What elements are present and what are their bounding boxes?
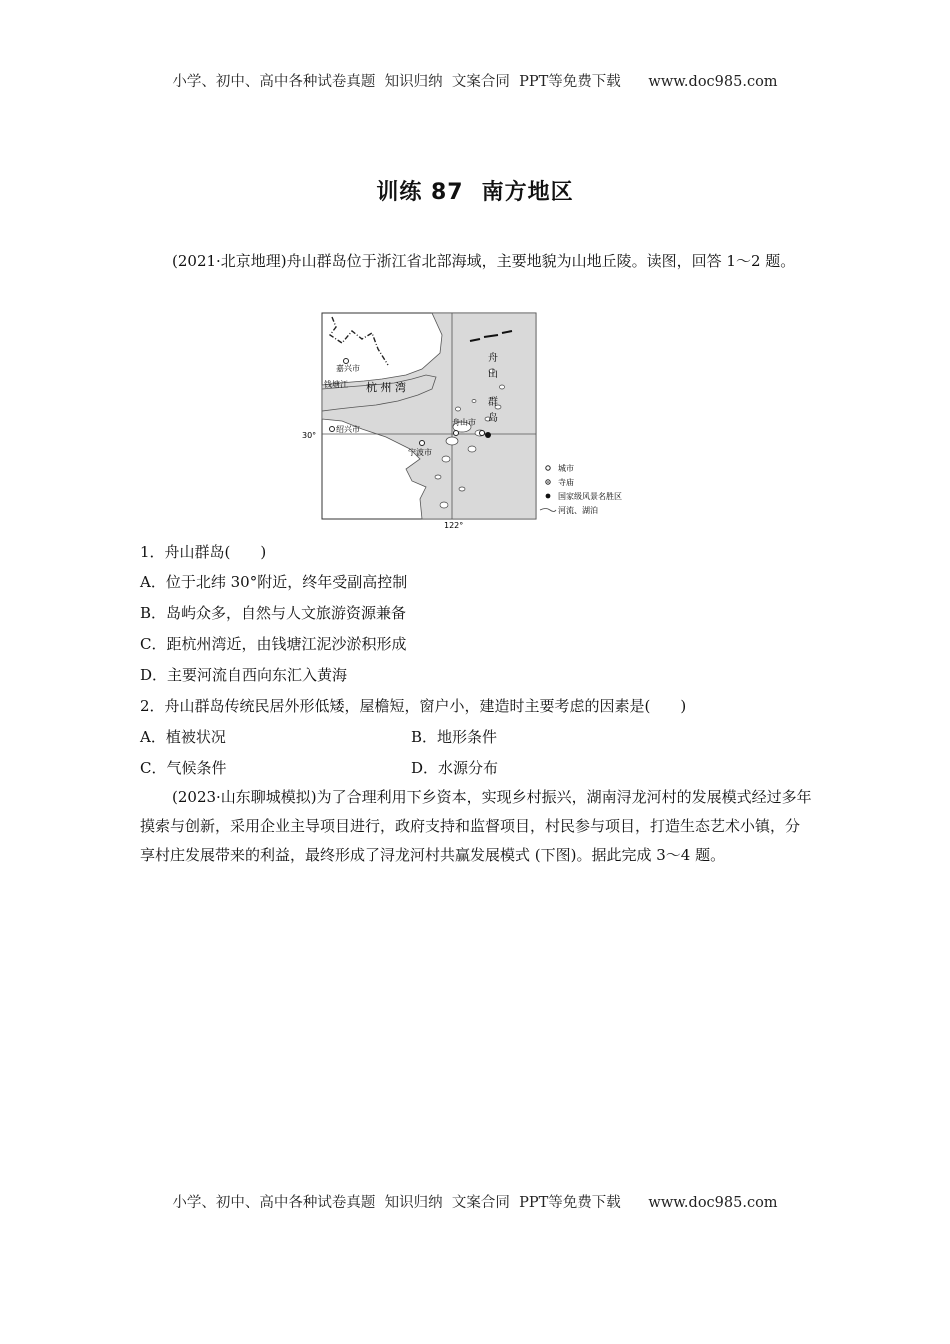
label-ningbo: 宁波市 — [408, 448, 432, 457]
map-legend — [540, 463, 622, 515]
question-intro-1: (2021·北京地理)舟山群岛位于浙江省北部海域，主要地貌为山地丘陵。读图，回答 1～2 题。 — [172, 252, 796, 270]
label-hangzhouwan: 杭 州 湾 — [366, 381, 406, 394]
zhoushan-map — [302, 309, 652, 531]
q2-stem: 2．舟山群岛传统民居外形低矮，屋檐短，窗户小，建造时主要考虑的因素是( ) — [140, 697, 687, 715]
label-lat30: 30° — [302, 431, 317, 440]
legend-city: 城市 — [558, 464, 574, 473]
page-footer: 小学、初中、高中各种试卷真题 知识归纳 文案合同 PPT等免费下载 www.doc985.com — [172, 1195, 778, 1211]
legend-scenic-symbol — [546, 494, 551, 499]
label-zhoushan-city: 舟山市 — [452, 418, 476, 427]
question-intro-2: (2023·山东聊城模拟)为了合理利用下乡资本，实现乡村振兴，湖南浔龙河村的发展模式经过多年摸索与创新，采用企业主导项目进行，政府支持和监督项目，村民参与项目，打造生态艺术小镇，分享村庄发展带来的利益，最终形成了浔龙河村共赢发展模式 (下图)。据此完成 3～4 题。 — [140, 788, 812, 864]
label-dao: 岛 — [488, 413, 498, 424]
q2-option-d: D．水源分布 — [411, 759, 499, 777]
jiaxing-marker — [344, 359, 349, 364]
legend-city-symbol — [546, 466, 550, 470]
q1-stem: 1．舟山群岛( ) — [140, 543, 267, 561]
q1-option-a: A．位于北纬 30°附近，终年受副高控制 — [140, 573, 408, 591]
label-shan: 山 — [488, 369, 498, 380]
legend-scenic: 国家级风景名胜区 — [558, 492, 622, 501]
page-header: 小学、初中、高中各种试卷真题 知识归纳 文案合同 PPT等免费下载 www.doc985.com — [172, 74, 778, 90]
shaoxing-marker — [330, 427, 335, 432]
label-lon122: 122° — [444, 521, 464, 530]
legend-river: 河流、湖泊 — [558, 506, 598, 515]
label-shaoxing: 绍兴市 — [336, 425, 360, 434]
q1-option-b: B．岛屿众多，自然与人文旅游资源兼备 — [140, 604, 407, 622]
title-name: 南方地区 — [481, 180, 574, 205]
label-zhou: 舟 — [488, 353, 498, 364]
legend-temple: 寺庙 — [558, 478, 574, 487]
label-qun: 群 — [488, 397, 498, 408]
legend-river-symbol — [540, 509, 556, 512]
zhoushan-city-marker — [454, 431, 459, 436]
label-qiantang: 钱塘江 — [324, 380, 348, 389]
q1-option-c: C．距杭州湾近，由钱塘江泥沙淤积形成 — [140, 635, 407, 653]
label-jiaxing: 嘉兴市 — [336, 364, 360, 373]
title-number: 训练 87 — [376, 180, 464, 205]
temple-marker — [480, 431, 485, 436]
page-title — [0, 175, 950, 206]
scenic-marker — [485, 432, 491, 438]
ningbo-marker — [420, 441, 425, 446]
q2-option-a: A．植被状况 — [140, 728, 226, 746]
q1-option-d: D．主要河流自西向东汇入黄海 — [140, 666, 348, 684]
q2-option-b: B．地形条件 — [411, 728, 498, 746]
q2-option-c: C．气候条件 — [140, 759, 227, 777]
